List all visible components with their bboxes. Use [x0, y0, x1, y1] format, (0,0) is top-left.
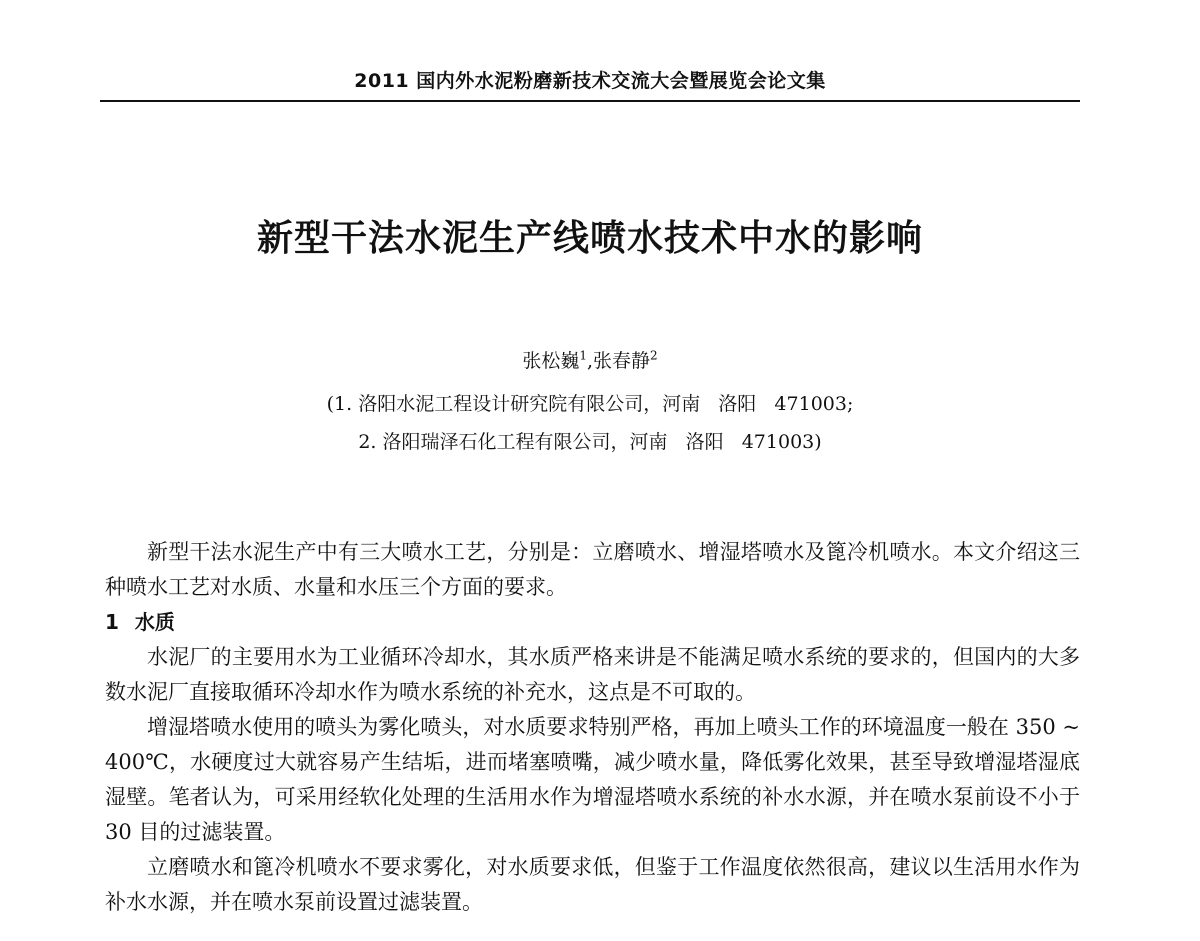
header-rule — [100, 100, 1080, 102]
paragraph-water-source: 水泥厂的主要用水为工业循环冷却水，其水质严格来讲是不能满足喷水系统的要求的，但国内的大多数水泥厂直接取循环冷却水作为喷水系统的补充水，这点是不可取的。 — [105, 645, 1080, 704]
running-header: 2011 国内外水泥粉磨新技术交流大会暨展览会论文集 — [354, 70, 826, 92]
affiliation-1: (1. 洛阳水泥工程设计研究院有限公司，河南 洛阳 471003; — [326, 393, 854, 415]
section-1-heading — [105, 605, 1080, 640]
author-1-name: 张松巍 — [522, 350, 580, 372]
paper-title: 新型干法水泥生产线喷水技术中水的影响 — [256, 218, 923, 259]
author-separator: , — [586, 350, 594, 372]
author-line — [100, 346, 1080, 373]
body-text — [105, 535, 1080, 920]
author-2-name: 张春静 — [593, 350, 651, 372]
author-1-affil-mark: 1 — [579, 348, 587, 363]
paragraph-mill-and-cooler: 立磨喷水和篦冷机喷水不要求雾化，对水质要求低，但鉴于工作温度依然很高，建议以生活用水作为补水水源，并在喷水泵前设置过滤装置。 — [105, 855, 1080, 914]
author-2-affil-mark: 2 — [650, 348, 658, 363]
section-1-title: 水质 — [134, 610, 175, 634]
paragraph-humidifier-tower: 增湿塔喷水使用的喷头为雾化喷头，对水质要求特别严格，再加上喷头工作的环境温度一般在 350 ~ 400℃，水硬度过大就容易产生结垢，进而堵塞喷嘴，减少喷水量，降低雾化效果，甚至导致增湿塔湿底湿壁。笔者认为，可采用经软化处理的生活用水作为增湿塔喷水系统的补水水源，并在喷水泵前设不小于 30 目的过滤装置。 — [105, 715, 1080, 844]
affiliation-2: 2. 洛阳瑞泽石化工程有限公司，河南 洛阳 471003) — [358, 431, 822, 453]
intro-paragraph: 新型干法水泥生产中有三大喷水工艺，分别是：立磨喷水、增湿塔喷水及篦冷机喷水。本文介绍这三种喷水工艺对水质、水量和水压三个方面的要求。 — [105, 540, 1080, 599]
section-1-number: 1 — [105, 610, 119, 634]
